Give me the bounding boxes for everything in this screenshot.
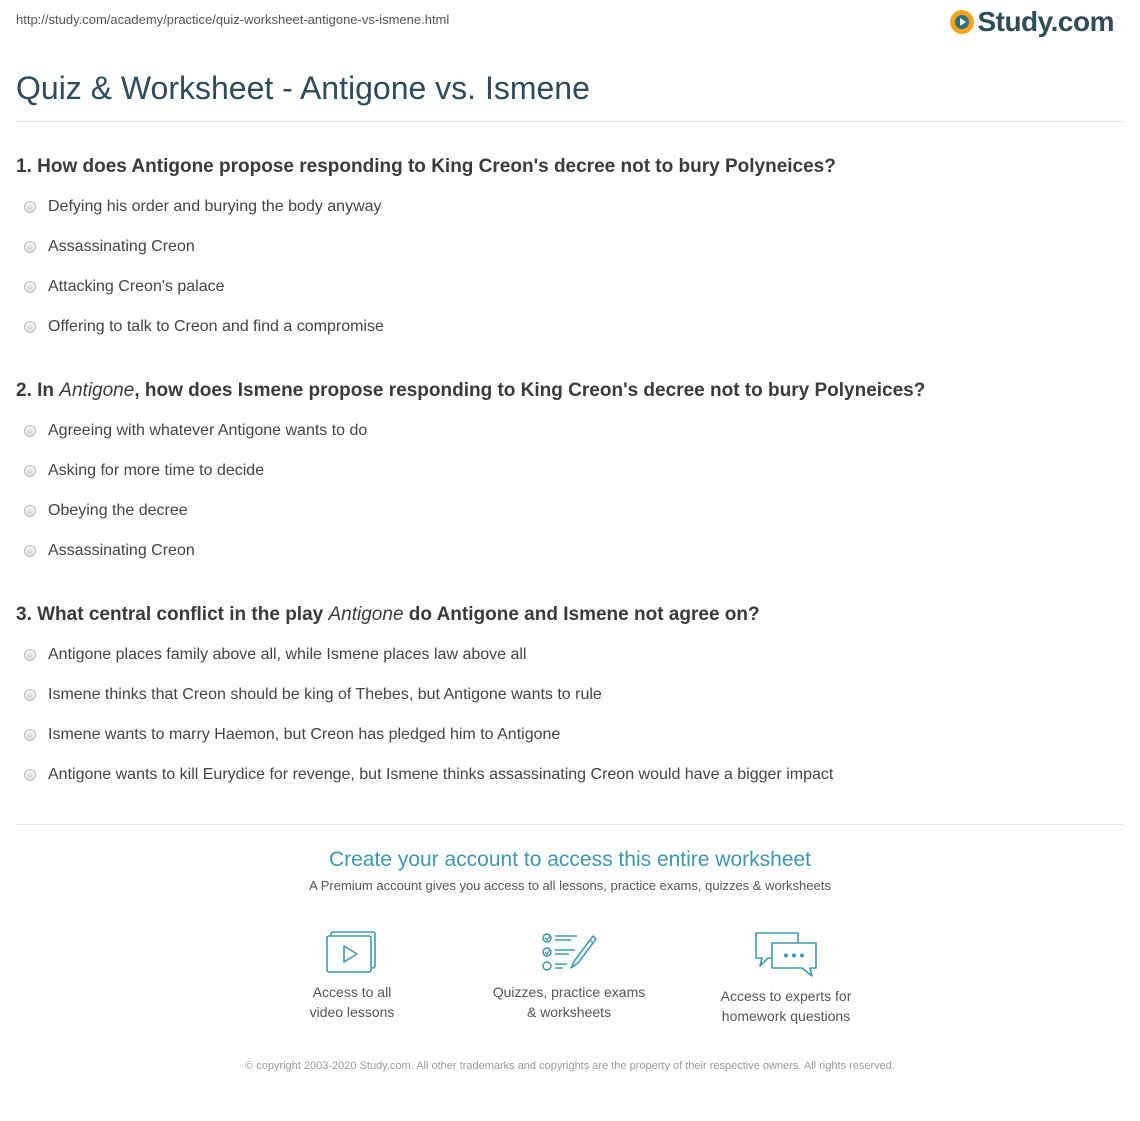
- question-text: 2. In: [16, 380, 60, 401]
- answer-label: Antigone places family above all, while Ismene places law above all: [48, 646, 527, 663]
- top-bar: [0, 0, 1140, 50]
- page-url: http://study.com/academy/practice/quiz-worksheet-antigone-vs-ismene.html: [16, 12, 450, 27]
- radio-button[interactable]: [24, 241, 36, 253]
- answer-label: Ismene wants to marry Haemon, but Creon has pledged him to Antigone: [48, 726, 561, 743]
- answer-label: Agreeing with whatever Antigone wants to do: [48, 422, 368, 439]
- radio-button[interactable]: [24, 769, 36, 781]
- quiz-checklist-icon: [541, 930, 597, 974]
- divider: [16, 824, 1124, 825]
- radio-button[interactable]: [24, 465, 36, 477]
- answer-option[interactable]: [24, 278, 224, 296]
- create-account-link[interactable]: Create your account to access this entire worksheet: [328, 848, 812, 871]
- feature-label: Access to all video lessons: [309, 984, 395, 1020]
- answer-label: Ismene thinks that Creon should be king of Thebes, but Antigone wants to rule: [48, 686, 602, 703]
- radio-button[interactable]: [24, 689, 36, 701]
- radio-button[interactable]: [24, 425, 36, 437]
- question-emphasis: Antigone: [328, 604, 404, 625]
- answer-option[interactable]: [24, 646, 526, 664]
- answer-option[interactable]: [24, 726, 560, 744]
- answer-label: Defying his order and burying the body anyway: [48, 198, 382, 215]
- feature-experts: [686, 930, 886, 1026]
- question-text: , how does Ismene propose responding to King Creon's decree not to bury Polyneices?: [134, 380, 926, 401]
- answer-label: Offering to talk to Creon and find a compromise: [48, 318, 384, 335]
- question-text: do Antigone and Ismene not agree on?: [403, 604, 760, 625]
- question-2: [16, 380, 925, 402]
- divider: [16, 121, 1124, 122]
- feature-label: Access to experts for homework questions: [720, 988, 852, 1024]
- chat-bubbles-icon: [754, 930, 818, 978]
- page-title: Quiz & Worksheet - Antigone vs. Ismene: [16, 70, 590, 106]
- answer-label: Asking for more time to decide: [48, 462, 265, 479]
- radio-button[interactable]: [24, 505, 36, 517]
- feature-video-lessons: [252, 930, 452, 1022]
- answer-option[interactable]: [24, 238, 195, 256]
- radio-button[interactable]: [24, 201, 36, 213]
- copyright-notice: © copyright 2003-2020 Study.com. All other trademarks and copyrights are the property of their respective owners. All rights reserved.: [245, 1060, 895, 1072]
- answer-option[interactable]: [24, 766, 833, 784]
- answer-label: Attacking Creon's palace: [48, 278, 225, 295]
- answer-option[interactable]: [24, 462, 264, 480]
- radio-button[interactable]: [24, 729, 36, 741]
- answer-option[interactable]: [24, 318, 384, 336]
- radio-button[interactable]: [24, 321, 36, 333]
- video-lesson-icon: [326, 930, 378, 974]
- play-circle-icon: [950, 10, 974, 34]
- answer-label: Antigone wants to kill Eurydice for revenge, but Ismene thinks assassinating Creon would have a bigger impact: [48, 766, 834, 783]
- answer-label: Assassinating Creon: [48, 238, 195, 255]
- study-logo[interactable]: [950, 6, 1114, 38]
- answer-label: Assassinating Creon: [48, 542, 195, 559]
- answer-option[interactable]: [24, 422, 367, 440]
- question-emphasis: Antigone: [59, 380, 135, 401]
- feature-quizzes: [469, 930, 669, 1022]
- feature-label: Quizzes, practice exams & worksheets: [492, 984, 646, 1020]
- answer-option[interactable]: [24, 686, 602, 704]
- answer-option[interactable]: [24, 542, 195, 560]
- question-1: 1. How does Antigone propose responding to King Creon's decree not to bury Polyneices?: [16, 156, 836, 177]
- radio-button[interactable]: [24, 281, 36, 293]
- premium-description: A Premium account gives you access to all lessons, practice exams, quizzes & worksheets: [309, 878, 831, 893]
- answer-option[interactable]: [24, 502, 188, 520]
- question-text: 3. What central conflict in the play: [16, 604, 329, 625]
- question-3: [16, 604, 760, 626]
- answer-label: Obeying the decree: [48, 502, 188, 519]
- radio-button[interactable]: [24, 649, 36, 661]
- radio-button[interactable]: [24, 545, 36, 557]
- logo-text: Study.com: [977, 6, 1114, 37]
- answer-option[interactable]: [24, 198, 382, 216]
